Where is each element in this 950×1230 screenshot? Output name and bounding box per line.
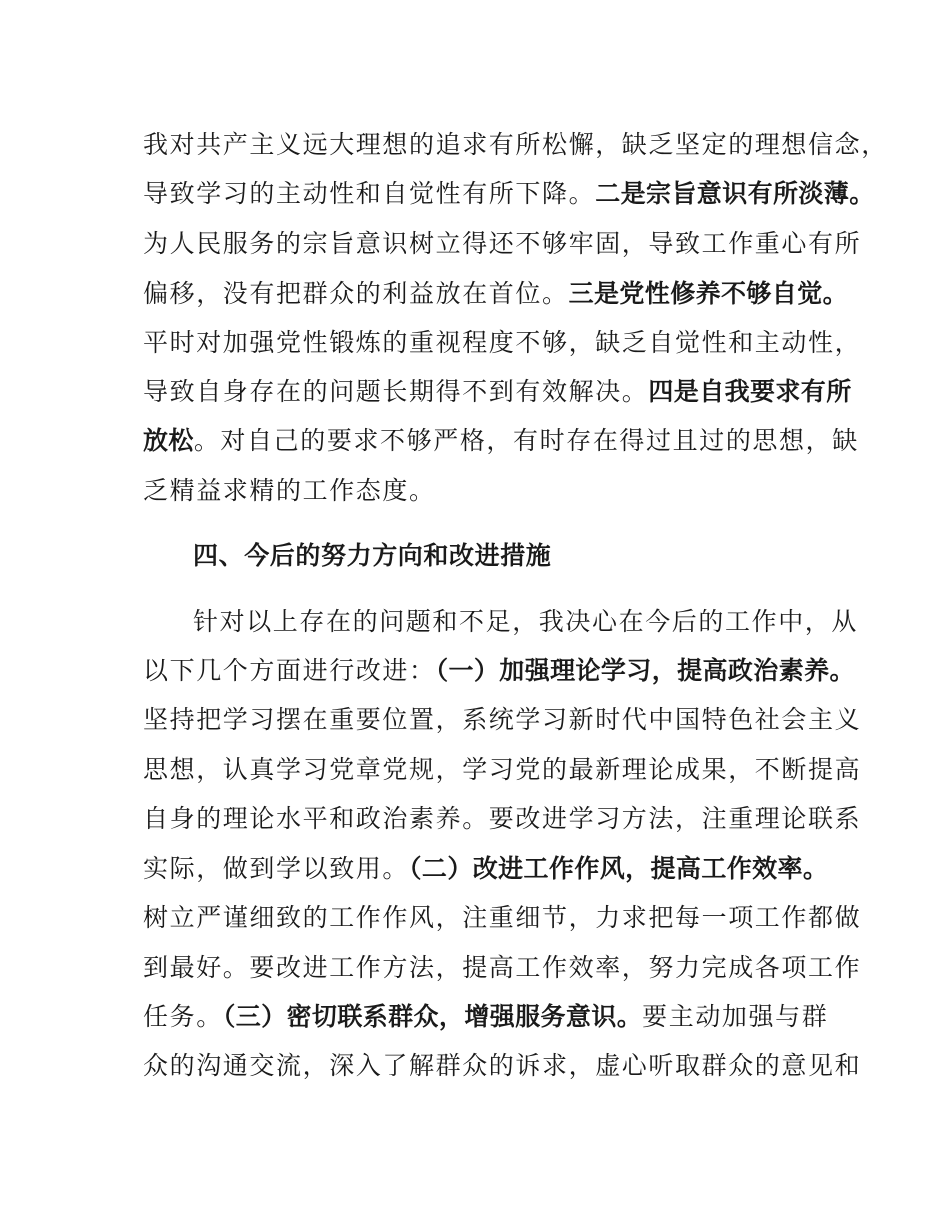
- text-line: [193, 602, 858, 642]
- body-text: 为人民服务的宗旨意识树立得还不够牢固，导致工作重心有所: [143, 229, 862, 258]
- bold-point-2: 二是宗旨意识有所淡薄。: [595, 179, 875, 208]
- body-text: 任务。: [143, 1002, 223, 1031]
- text-line: [143, 750, 861, 790]
- body-text: 到最好。要改进工作方法，提高工作效率，努力完成各项工作: [143, 953, 862, 982]
- measure-1-title: （一）加强理论学习，提高政治素养。: [435, 656, 855, 685]
- text-line: [143, 372, 852, 412]
- body-text: 思想，认真学习党章党规，学习党的最新理论成果，不断提高: [143, 755, 862, 784]
- measure-2-title: （二）改进工作作风，提高工作效率。: [409, 854, 829, 883]
- text-line: [143, 849, 828, 889]
- text-line: [143, 700, 861, 740]
- text-line: [143, 224, 861, 264]
- text-line: [143, 323, 861, 363]
- body-text: 偏移，没有把群众的利益放在首位。: [143, 279, 569, 308]
- body-text: 我对共产主义远大理想的追求有所松懈，缺乏坚定的理想信念，: [143, 130, 888, 159]
- body-text: 以下几个方面进行改进：: [143, 656, 436, 685]
- body-text: 乏精益求精的工作态度。: [143, 476, 436, 505]
- text-line: [143, 471, 436, 511]
- text-line: [143, 997, 828, 1037]
- body-text: 自身的理论水平和政治素养。要改进学习方法，注重理论联系: [143, 804, 862, 833]
- body-text: 导致自身存在的问题长期得不到有效解决。: [143, 377, 649, 406]
- text-line: [143, 274, 848, 314]
- text-line: [143, 421, 859, 461]
- text-line: [143, 799, 861, 839]
- body-text: 众的沟通交流，深入了解群众的诉求，虚心听取群众的意见和: [143, 1051, 862, 1080]
- text-line: [143, 898, 861, 938]
- body-text: 坚持把学习摆在重要位置，系统学习新时代中国特色社会主义: [143, 705, 862, 734]
- text-line: [143, 125, 888, 165]
- text-line: [143, 651, 855, 691]
- text-line: [143, 1046, 861, 1086]
- body-text: 针对以上存在的问题和不足，我决心在今后的工作中，从: [193, 607, 859, 636]
- body-text: 导致学习的主动性和自觉性有所下降。: [143, 179, 596, 208]
- body-text: 平时对加强党性锻炼的重视程度不够，缺乏自觉性和主动性，: [143, 328, 862, 357]
- body-text: 实际，做到学以致用。: [143, 854, 410, 883]
- measure-3-title: （三）密切联系群众，增强服务意识。: [222, 1002, 643, 1031]
- bold-point-3: 三是党性修养不够自觉。: [568, 279, 849, 308]
- body-text: 要主动加强与群: [642, 1002, 829, 1031]
- bold-point-4: 四是自我要求有所: [648, 377, 852, 406]
- body-text: 树立严谨细致的工作作风，注重细节，力求把每一项工作都做: [143, 903, 862, 932]
- text-line: [143, 948, 861, 988]
- text-line: [143, 174, 875, 214]
- body-text: 。对自己的要求不够严格，有时存在得过且过的思想，缺: [193, 426, 859, 455]
- section-heading: 四、今后的努力方向和改进措施: [193, 541, 552, 570]
- bold-point-4-cont: 放松: [143, 426, 194, 455]
